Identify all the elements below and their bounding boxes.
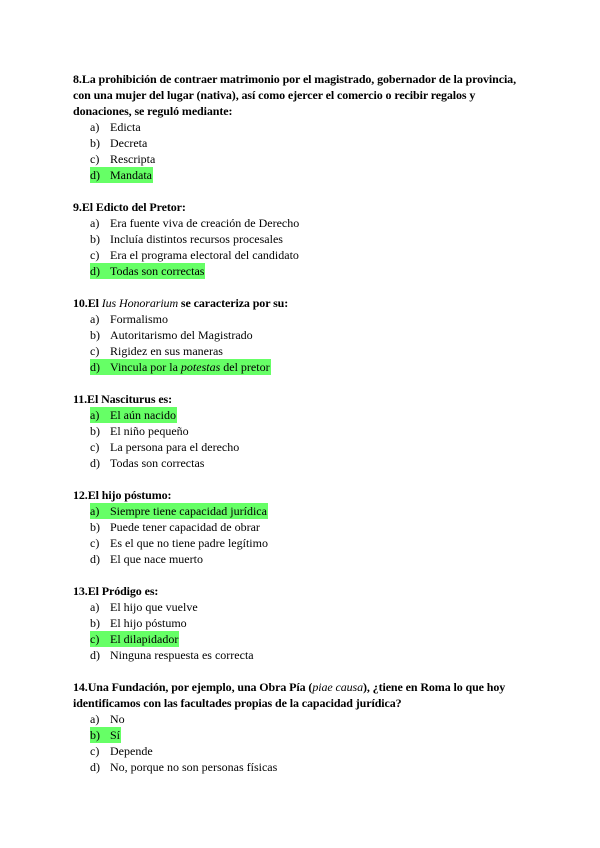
option-b: b) Puede tener capacidad de obrar bbox=[90, 520, 260, 534]
option-c: c) Rescripta bbox=[90, 152, 156, 166]
option-d: d) El que nace muerto bbox=[90, 552, 203, 566]
option-d: d) No, porque no son personas físicas bbox=[90, 760, 278, 774]
question-title: 9.El Edicto del Pretor: bbox=[73, 200, 186, 214]
option-c: c) Es el que no tiene padre legítimo bbox=[90, 536, 268, 550]
option-a: a) Era fuente viva de creación de Derecho bbox=[90, 216, 300, 230]
option-a: a) Formalismo bbox=[90, 312, 169, 326]
option-b: b) Decreta bbox=[90, 136, 148, 150]
option-d: d) Ninguna respuesta es correcta bbox=[90, 648, 254, 662]
option-b-correct: b) Sí bbox=[90, 728, 121, 742]
question-title: 11.El Nasciturus es: bbox=[73, 392, 173, 406]
option-a: a) El hijo que vuelve bbox=[90, 600, 198, 614]
question-11 bbox=[73, 391, 533, 471]
question-10 bbox=[73, 295, 533, 375]
option-a: a) No bbox=[90, 712, 125, 726]
question-13 bbox=[73, 583, 533, 663]
option-d-correct: d) Todas son correctas bbox=[90, 264, 205, 278]
option-a-correct: a) Siempre tiene capacidad jurídica bbox=[90, 504, 267, 518]
question-9 bbox=[73, 199, 533, 279]
option-b: b) Incluía distintos recursos procesales bbox=[90, 232, 283, 246]
option-list bbox=[73, 599, 533, 663]
option-list bbox=[73, 711, 533, 775]
option-d-correct: d) Mandata bbox=[90, 168, 152, 182]
option-a-correct: a) El aún nacido bbox=[90, 408, 176, 422]
option-a: a) Edicta bbox=[90, 120, 141, 134]
question-14 bbox=[73, 679, 533, 775]
option-c: c) Era el programa electoral del candidato bbox=[90, 248, 299, 262]
option-b: b) El hijo póstumo bbox=[90, 616, 187, 630]
option-c: c) La persona para el derecho bbox=[90, 440, 240, 454]
question-title: 12.El hijo póstumo: bbox=[73, 488, 172, 502]
option-b: b) El niño pequeño bbox=[90, 424, 189, 438]
question-title: 14.Una Fundación, por ejemplo, una Obra Pía (piae causa), ¿tiene en Roma lo que hoy identificamos con las facultades propias de la capacidad jurídica? bbox=[73, 680, 506, 710]
option-c: c) Rigidez en sus maneras bbox=[90, 344, 223, 358]
question-title: 8.La prohibición de contraer matrimonio por el magistrado, gobernador de la provincia, con una mujer del lugar (nativa), así como ejercer el comercio o recibir regalos y donaciones, se reguló mediante: bbox=[73, 72, 516, 118]
option-d: d) Todas son correctas bbox=[90, 456, 205, 470]
option-c: c) Depende bbox=[90, 744, 153, 758]
question-title: 10.El Ius Honorarium se caracteriza por su: bbox=[73, 296, 289, 310]
question-title: 13.El Pródigo es: bbox=[73, 584, 159, 598]
option-list bbox=[73, 311, 533, 375]
option-list bbox=[73, 119, 533, 183]
question-12 bbox=[73, 487, 533, 567]
option-b: b) Autoritarismo del Magistrado bbox=[90, 328, 253, 342]
question-8 bbox=[73, 71, 533, 183]
option-list bbox=[73, 503, 533, 567]
option-list bbox=[73, 215, 533, 279]
option-c-correct: c) El dilapidador bbox=[90, 632, 179, 646]
option-d-correct: d) Vincula por la potestas del pretor bbox=[90, 360, 270, 374]
option-list bbox=[73, 407, 533, 471]
